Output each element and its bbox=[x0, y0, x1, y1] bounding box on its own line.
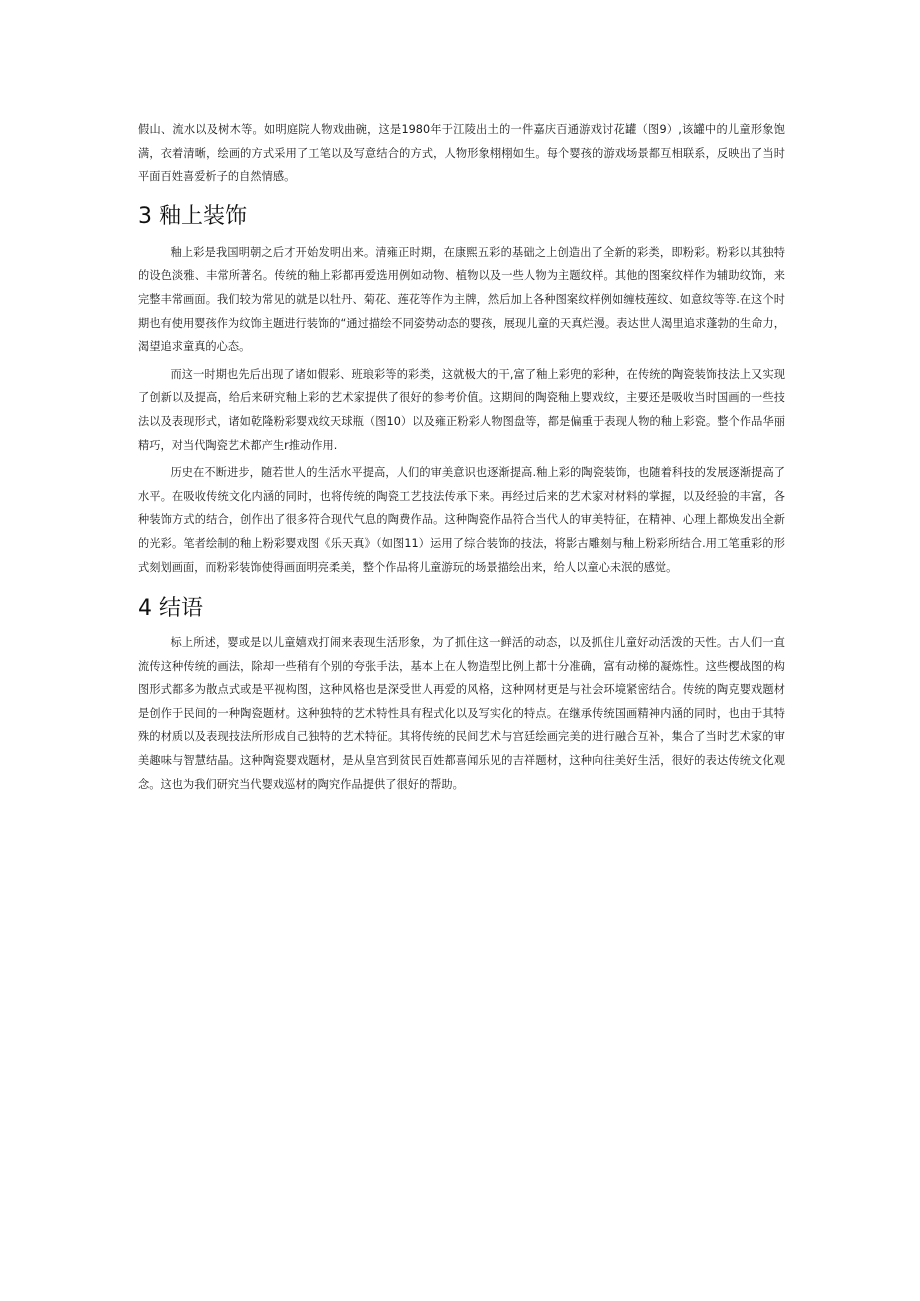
document-page bbox=[138, 118, 785, 796]
intro-paragraph: 假山、流水以及树木等。如明庭院人物戏曲碗，这是1980年于江陵出土的一件嘉庆百通游戏讨花罐（图9）,该罐中的儿童形象饱满，衣着清晰，绘画的方式采用了工笔以及写意结合的方式，人物形象栩栩如生。每个婴孩的游戏场景都互相联系，反映出了当时平面百姓喜爱析子的自然情感。 bbox=[138, 123, 785, 184]
section-3-paragraph-2: 而这一时期也先后出现了诸如假彩、班琅彩等的彩类，这就极大的干,富了釉上彩兜的彩种，在传统的陶瓷装饰技法上又实现了创新以及提高，给后来研究釉上彩的艺术家提供了很好的参考价值。这期间的陶瓷釉上婴戏纹，主要还是吸收当时国画的一些技法以及表现形式，诸如乾隆粉彩婴戏纹天球瓶（图10）以及雍正粉彩人物图盘等，都是偏重于表现人物的釉上彩瓷。整个作品华丽精巧，对当代陶瓷艺术都产生r推动作用. bbox=[138, 367, 785, 452]
section-4-paragraph-1: 标上所述，婴或是以儿童嬉戏打闹来表现生活形象，为了抓住这一鲜活的动态，以及抓住儿童好动活泼的天性。古人们一直流传这种传统的画法，除却一些稍有个别的夸张手法，基本上在人物造型比例上都十分准确，富有动梯的凝炼性。这些樱战图的构图形式都多为散点式或是平视构图，这种风格也是深受世人再爱的风格，这种网材更是与社会环境紧密结合。传统的陶克婴戏题材是创作于民间的一种陶瓷题材。这种独特的艺术特性具有程式化以及写实化的特点。在继承传统国画精神内涵的同时，也由于其特殊的材质以及表现技法所形成自己独特的艺术特征。其将传统的民间艺术与宫廷绘画完美的进行融合互补，集合了当时艺术家的审美趣味与智慧结晶。这种陶瓷婴戏题材，是从皇宫到贫民百姓都喜闻乐见的吉祥题材，这种向往美好生活，很好的表达传统文化观念。这也为我们研究当代婴戏巡材的陶究作品提供了很好的帮助。 bbox=[138, 636, 785, 791]
section-3-paragraph-1: 釉上彩是我国明朝之后才开始发明出来。清雍正时期，在康熙五彩的基础之上创造出了全新的彩类，即粉彩。粉彩以其独特的设色淡雅、丰常所著名。传统的釉上彩都再爱选用例如动物、植物以及一些人物为主题纹样。其他的图案纹样作为辅助纹饰，来完整丰常画面。我们较为常见的就是以牡丹、菊花、莲花等作为主牌，然后加上各种图案纹样例如缠枝莲纹、如意纹等等.在这个时期也有使用婴孩作为纹饰主题进行装饰的“通过描绘不同姿势动态的婴孩，展现儿童的天真烂漫。表达世人渴里追求蓬勃的生命力，渴望追求童真的心态。 bbox=[138, 245, 785, 354]
section-4-heading: 4 结语 bbox=[138, 596, 203, 622]
section-3-paragraph-3: 历史在不断进步，随若世人的生活水平提高，人们的审美意识也逐渐提高.釉上彩的陶瓷装饰，也随着科技的发展逐渐提高了水平。在吸收传统文化内涵的同时，也将传统的陶瓷工艺技法传承下来。再经过后来的艺术家对材料的掌握，以及经验的丰富，各种装饰方式的结合，创作出了很多符合现代气息的陶费作品。这种陶瓷作品符合当代人的审美特征，在精神、心理上都焕发出全新的光彩。笔者绘制的釉上粉彩婴戏图《乐天真》（如图11）运用了综合装饰的技法，将影古雕刻与釉上粉彩所结合.用工笔重彩的形式刻划画面，而粉彩装饰使得画面明亮柔美，整个作品将儿童游玩的场景描绘出来，给人以童心未泯的感觉。 bbox=[138, 466, 785, 574]
section-3-heading: 3 釉上装饰 bbox=[138, 203, 247, 229]
